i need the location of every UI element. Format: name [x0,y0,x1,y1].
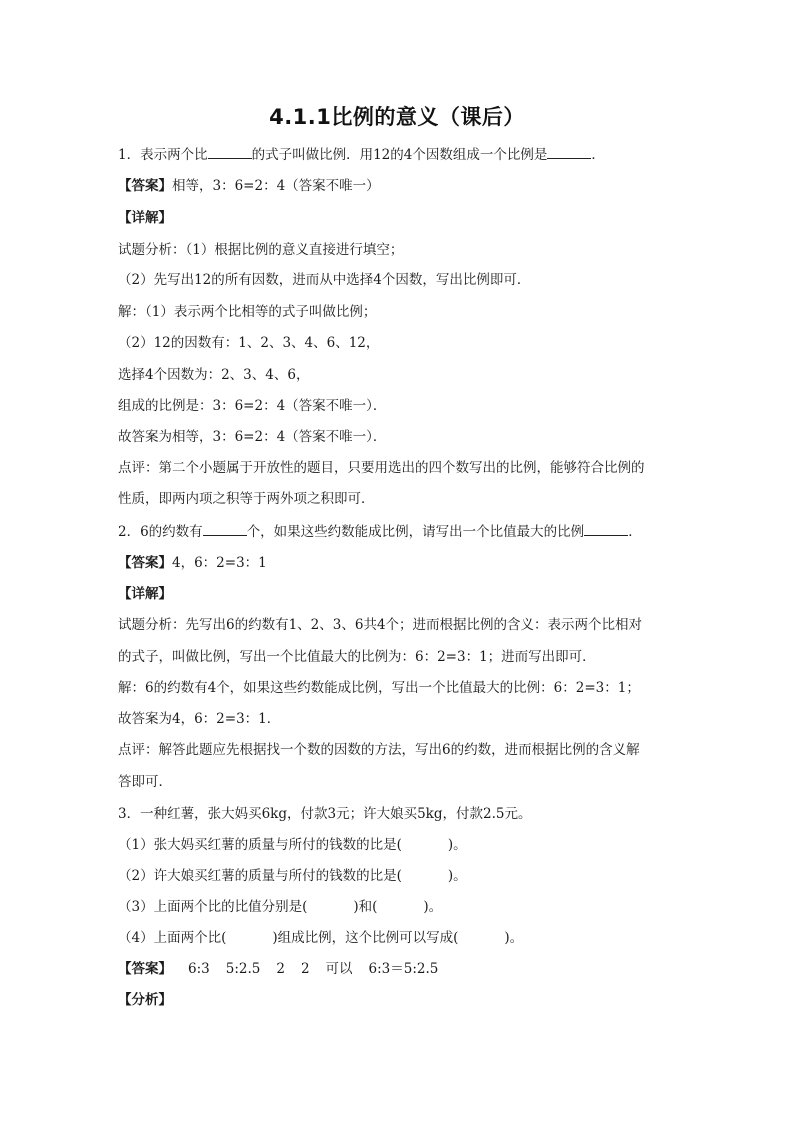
question-3-sub-2 [118,867,467,885]
question-1 [118,145,605,164]
answer-item: 2 [276,961,285,977]
sub-question-text: )。 [447,868,467,884]
analysis-label: 【分析】 [118,992,172,1008]
question-2 [118,522,642,541]
question-2-answer [118,554,267,572]
sub-question-text: （1）张大妈买红薯的质量与所付的钱数的比是( [118,837,402,853]
detail-line: 故答案为相等，3：6=2：4（答案不唯一）． [118,429,387,445]
sub-question-text: （3）上面两个比的比值分别是( [118,899,308,915]
answer-blank [208,145,252,159]
answer-text: 相等，3：6=2：4（答案不唯一） [172,178,380,194]
comment-line: 点评：第二个小题属于开放性的题目，只要用选出的四个数写出的比例，能够符合比例的 [118,460,645,476]
detail-line: （2）12的因数有：1、2、3、4、6、12， [118,335,380,351]
question-2-text-c: ． [628,524,642,540]
page-title: 4.1.1比例的意义（课后） [269,105,525,129]
answer-label: 【答案】 [118,178,172,194]
question-3-answer [118,960,438,978]
question-2-text-a: 2．6的约数有 [118,524,203,540]
detail-line: 解：6的约数有4个，如果这些约数能成比例，写出一个比值最大的比例：6：2=3：1； [118,680,640,696]
detail-line: （2）先写出12的所有因数，进而从中选择4个因数，写出比例即可． [118,272,531,288]
answer-item: 5:2.5 [225,961,261,977]
question-1-text-a: 1．表示两个比 [118,147,208,163]
comment-line: 点评：解答此题应先根据找一个数的因数的方法，写出6的约数，进而根据比例的含义解 [118,742,640,758]
answer-item: 6:3＝5:2.5 [368,961,439,977]
answer-blank [203,522,247,536]
detail-line: 试题分析：先写出6的约数有1、2、3、6共4个；进而根据比例的含义：表示两个比相对 [118,617,643,633]
comment-line: 性质，即两内项之积等于两外项之积即可． [118,491,375,507]
question-3-sub-3 [118,898,442,916]
answer-item: 可以 [325,961,353,977]
answer-blank [584,522,628,536]
sub-question-text: （2）许大娘买红薯的质量与所付的钱数的比是( [118,868,402,884]
answer-label: 【答案】 [118,961,172,977]
question-3-sub-4 [118,929,523,947]
detail-line: 故答案为4，6：2=3：1． [118,711,281,727]
sub-question-text: )组成比例，这个比例可以写成( [272,930,459,946]
sub-question-text: )。 [504,930,524,946]
question-1-text-b: 的式子叫做比例．用12的4个因数组成一个比例是 [251,147,548,163]
detail-line: 解：（1）表示两个比相等的式子叫做比例； [118,304,377,320]
question-3-sub-1 [118,836,467,854]
question-3: 3．一种红薯，张大妈买6kg，付款3元；许大娘买5kg，付款2.5元。 [118,806,532,822]
answer-label: 【答案】 [118,555,172,571]
sub-question-text: )和( [353,899,378,915]
question-2-text-b: 个，如果这些约数能成比例，请写出一个比值最大的比例 [246,524,585,540]
sub-question-text: （4）上面两个比( [118,930,227,946]
detail-label: 【详解】 [118,210,172,226]
sub-question-text: )。 [447,837,467,853]
detail-line: 试题分析：（1）根据比例的意义直接进行填空； [118,242,404,258]
comment-line: 答即可． [118,774,172,790]
answer-item: 2 [300,961,310,977]
sub-question-text: )。 [423,899,443,915]
detail-line: 组成的比例是：3：6=2：4（答案不唯一）． [118,398,387,414]
detail-line: 的式子，叫做比例，写出一个比值最大的比例为：6：2=3：1；进而写出即可． [118,649,596,665]
detail-label: 【详解】 [118,586,172,602]
question-1-answer [118,177,380,195]
question-1-text-c: ． [591,147,605,163]
detail-line: 选择4个因数为：2、3、4、6， [118,367,310,383]
answer-item: 6:3 [188,961,210,977]
answer-text: 4，6：2=3：1 [172,555,267,571]
answer-blank [547,145,591,159]
